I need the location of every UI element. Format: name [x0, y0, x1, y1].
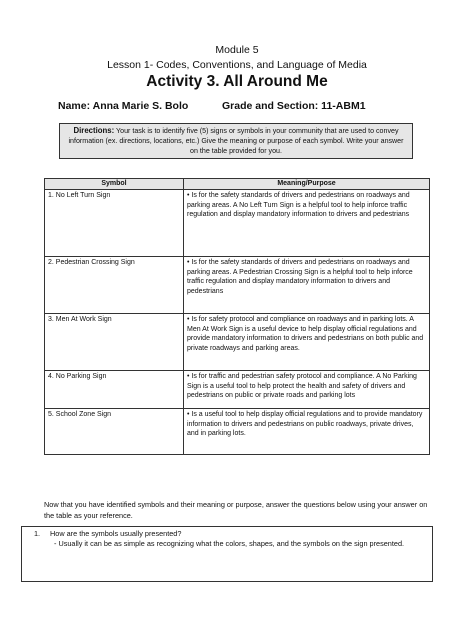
answer-text: - Usually it can be as simple as recognizing what the colors, shapes, and the symbols on the sign presented. [54, 539, 405, 548]
meaning-column-header: Meaning/Purpose [184, 179, 430, 190]
symbol-cell: 1. No Left Turn Sign [45, 190, 184, 257]
table-row [45, 257, 430, 314]
meaning-cell: • Is for traffic and pedestrian safety protocol and compliance. A No Parking Sign is a useful tool to help protect the health and safety of drivers and pedestrians on public or private roads and parking lots [184, 371, 430, 409]
directions-label: Directions: [73, 126, 115, 135]
module-title: Module 5 [215, 44, 259, 56]
meaning-cell: • Is for the safety standards of drivers and pedestrians on roadways and parking areas. A Pedestrian Crossing Sign is a helpful tool to help inforce traffic regulation and display mandatory information to drivers and pedestrians [184, 257, 430, 314]
student-name: Name: Anna Marie S. Bolo [58, 100, 189, 112]
table-row [45, 409, 430, 455]
symbol-cell: 4. No Parking Sign [45, 371, 184, 409]
questions-intro: Now that you have identified symbols and their meaning or purpose, answer the questions below using your answer on the table as your reference. [44, 500, 428, 520]
symbol-cell: 5. School Zone Sign [45, 409, 184, 455]
table-row [45, 371, 430, 409]
symbols-table [44, 178, 430, 455]
symbol-cell: 3. Men At Work Sign [45, 314, 184, 371]
lesson-title: Lesson 1- Codes, Conventions, and Language of Media [107, 59, 367, 71]
question-number: 1. [34, 529, 41, 538]
meaning-cell: • Is a useful tool to help display official regulations and to provide mandatory information to drivers and pedestrians on public roadways, private drives, and in parking lots. [184, 409, 430, 455]
meaning-cell: • Is for safety protocol and compliance on roadways and in parking lots. A Men At Work Sign is a useful device to help display official regulations and provide mandatory information to drivers and pedestrians on both public and private roadways and parking areas. [184, 314, 430, 371]
table-header-row [45, 179, 430, 190]
symbol-cell: 2. Pedestrian Crossing Sign [45, 257, 184, 314]
symbol-column-header: Symbol [45, 179, 184, 190]
activity-title: Activity 3. All Around Me [146, 73, 328, 90]
grade-section: Grade and Section: 11-ABM1 [222, 100, 366, 112]
question-text: How are the symbols usually presented? [50, 529, 182, 538]
table-row [45, 190, 430, 257]
question-box [21, 526, 433, 582]
directions-text: Your task is to identify five (5) signs or symbols in your community that are used to convey information (ex. directions, locations, etc.) Give the meaning or purpose of each symbol. Write your answer on the table provided for you. [68, 127, 404, 155]
directions-box [59, 123, 413, 159]
meaning-cell: • Is for the safety standards of drivers and pedestrians on roadways and parking areas. A No Left Turn Sign is a helpful tool to help inforce traffic regulation and display mandatory information to drivers and pedestrians [184, 190, 430, 257]
table-row [45, 314, 430, 371]
